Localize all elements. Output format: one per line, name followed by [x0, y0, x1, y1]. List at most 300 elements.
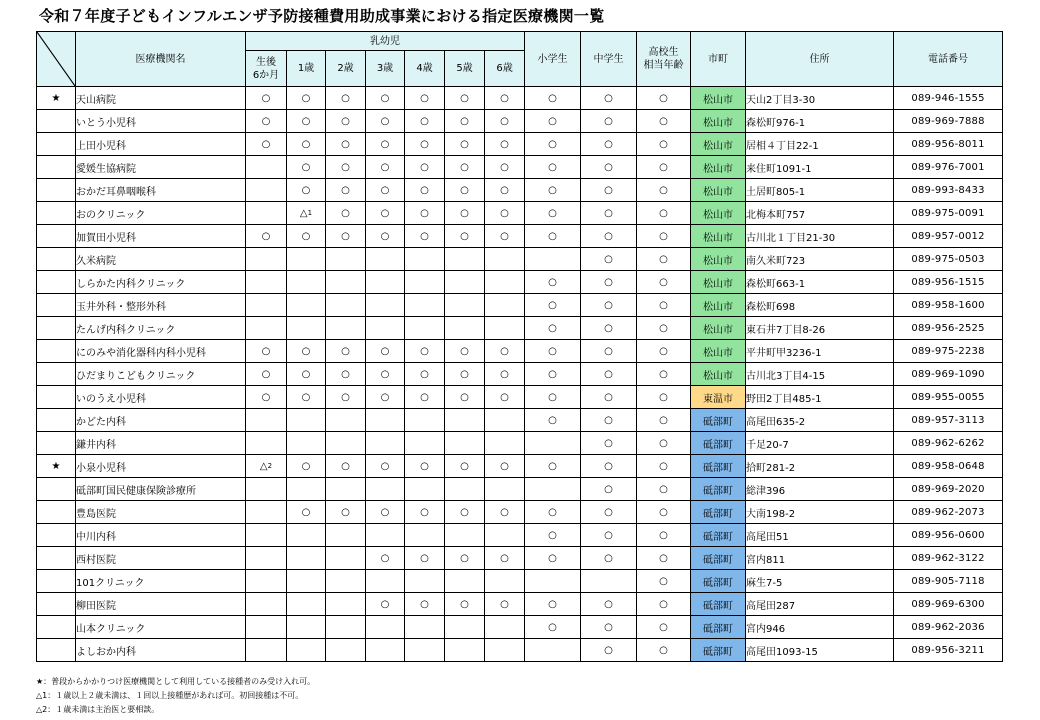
availability-mark — [366, 478, 405, 501]
availability-mark: ○ — [366, 133, 405, 156]
phone-cell: 089-956-1515 — [894, 271, 1003, 294]
availability-mark — [366, 639, 405, 662]
star-mark — [37, 133, 76, 156]
availability-mark: △1 — [287, 202, 326, 225]
availability-mark — [287, 409, 326, 432]
availability-mark — [326, 639, 366, 662]
availability-mark: ○ — [581, 133, 637, 156]
city-cell: 松山市 — [691, 110, 746, 133]
city-cell: 松山市 — [691, 340, 746, 363]
availability-mark: ○ — [525, 317, 581, 340]
availability-mark — [445, 271, 485, 294]
availability-mark — [445, 248, 485, 271]
institution-name: 愛媛生協病院 — [76, 156, 246, 179]
address-cell: 天山2丁目3-30 — [746, 87, 894, 110]
table-row — [37, 133, 1003, 156]
table-row — [37, 455, 1003, 478]
phone-cell: 089-969-6300 — [894, 593, 1003, 616]
availability-mark: ○ — [581, 593, 637, 616]
availability-mark: ○ — [405, 133, 445, 156]
institution-name: 上田小児科 — [76, 133, 246, 156]
availability-mark: ○ — [445, 110, 485, 133]
city-cell: 松山市 — [691, 133, 746, 156]
availability-mark — [485, 432, 525, 455]
availability-mark — [246, 501, 287, 524]
star-mark — [37, 409, 76, 432]
availability-mark: ○ — [581, 87, 637, 110]
availability-mark — [246, 294, 287, 317]
institution-name: よしおか内科 — [76, 639, 246, 662]
availability-mark — [287, 317, 326, 340]
address-cell: 高尾田635-2 — [746, 409, 894, 432]
institution-name: しらかた内科クリニック — [76, 271, 246, 294]
star-mark — [37, 593, 76, 616]
availability-mark: ○ — [581, 271, 637, 294]
page-title: 令和７年度子どもインフルエンザ予防接種費用助成事業における指定医療機関一覧 — [39, 7, 605, 25]
city-cell: 東温市 — [691, 386, 746, 409]
availability-mark: ○ — [637, 156, 691, 179]
availability-mark: ○ — [637, 317, 691, 340]
availability-mark: ○ — [637, 340, 691, 363]
address-cell: 居相４丁目22-1 — [746, 133, 894, 156]
availability-mark — [405, 432, 445, 455]
availability-mark — [445, 317, 485, 340]
availability-mark — [405, 616, 445, 639]
availability-mark: ○ — [581, 432, 637, 455]
availability-mark: ○ — [326, 133, 366, 156]
phone-cell: 089-993-8433 — [894, 179, 1003, 202]
availability-mark: ○ — [326, 110, 366, 133]
availability-mark: ○ — [287, 386, 326, 409]
institution-name: ひだまりこどもクリニック — [76, 363, 246, 386]
availability-mark: ○ — [445, 547, 485, 570]
availability-mark — [525, 478, 581, 501]
availability-mark: ○ — [637, 501, 691, 524]
address-cell: 総津396 — [746, 478, 894, 501]
address-cell: 東石井7丁目8-26 — [746, 317, 894, 340]
availability-mark: ○ — [326, 363, 366, 386]
availability-mark — [366, 271, 405, 294]
availability-mark: ○ — [405, 179, 445, 202]
availability-mark — [246, 409, 287, 432]
availability-mark: ○ — [525, 340, 581, 363]
availability-mark: ○ — [485, 156, 525, 179]
availability-mark: ○ — [366, 110, 405, 133]
phone-cell: 089-956-8011 — [894, 133, 1003, 156]
availability-mark: ○ — [287, 363, 326, 386]
footnote-triangle-1: △1：１歳以上２歳未満は、１回以上接種歴があれば可。初回接種は不可。 — [36, 691, 304, 700]
availability-mark — [485, 271, 525, 294]
header-age-0: 生後 6か月 — [246, 51, 287, 87]
availability-mark — [246, 248, 287, 271]
address-cell: 野田2丁目485-1 — [746, 386, 894, 409]
availability-mark: ○ — [485, 202, 525, 225]
table-row — [37, 317, 1003, 340]
availability-mark: ○ — [581, 202, 637, 225]
availability-mark — [326, 409, 366, 432]
city-cell: 砥部町 — [691, 570, 746, 593]
phone-cell: 089-956-0600 — [894, 524, 1003, 547]
availability-mark — [485, 248, 525, 271]
availability-mark — [485, 478, 525, 501]
table-row — [37, 409, 1003, 432]
availability-mark — [525, 570, 581, 593]
availability-mark: ○ — [326, 156, 366, 179]
star-mark — [37, 317, 76, 340]
availability-mark: ○ — [637, 616, 691, 639]
availability-mark: ○ — [405, 156, 445, 179]
availability-mark: ○ — [637, 87, 691, 110]
availability-mark — [326, 593, 366, 616]
availability-mark — [246, 593, 287, 616]
star-mark: ★ — [37, 87, 76, 110]
star-mark — [37, 478, 76, 501]
availability-mark: ○ — [485, 179, 525, 202]
address-cell: 高尾田51 — [746, 524, 894, 547]
availability-mark — [445, 478, 485, 501]
availability-mark — [326, 570, 366, 593]
availability-mark — [246, 179, 287, 202]
availability-mark — [326, 432, 366, 455]
availability-mark — [405, 409, 445, 432]
availability-mark: ○ — [366, 547, 405, 570]
header-corner-cell — [37, 32, 76, 87]
address-cell: 古川北１丁目21-30 — [746, 225, 894, 248]
availability-mark: ○ — [525, 524, 581, 547]
availability-mark: ○ — [581, 455, 637, 478]
table-row — [37, 616, 1003, 639]
institution-name: 豊島医院 — [76, 501, 246, 524]
city-cell: 砥部町 — [691, 524, 746, 547]
header-age-5: 5歳 — [445, 51, 485, 87]
availability-mark: ○ — [637, 547, 691, 570]
availability-mark — [366, 409, 405, 432]
availability-mark: ○ — [326, 340, 366, 363]
availability-mark — [326, 248, 366, 271]
institution-name: にのみや消化器科内科小児科 — [76, 340, 246, 363]
availability-mark: ○ — [405, 593, 445, 616]
availability-mark: ○ — [246, 87, 287, 110]
availability-mark — [525, 432, 581, 455]
star-mark — [37, 616, 76, 639]
availability-mark — [287, 248, 326, 271]
phone-cell: 089-958-1600 — [894, 294, 1003, 317]
availability-mark — [287, 547, 326, 570]
availability-mark — [326, 478, 366, 501]
address-cell: 来住町1091-1 — [746, 156, 894, 179]
availability-mark: ○ — [581, 156, 637, 179]
phone-cell: 089-955-0055 — [894, 386, 1003, 409]
availability-mark: ○ — [287, 156, 326, 179]
availability-mark: ○ — [581, 248, 637, 271]
availability-mark: ○ — [366, 340, 405, 363]
city-cell: 松山市 — [691, 271, 746, 294]
availability-mark: ○ — [287, 179, 326, 202]
availability-mark — [405, 639, 445, 662]
availability-mark: ○ — [287, 133, 326, 156]
availability-mark: ○ — [405, 202, 445, 225]
availability-mark: ○ — [405, 455, 445, 478]
availability-mark — [246, 432, 287, 455]
availability-mark — [246, 570, 287, 593]
availability-mark: ○ — [485, 110, 525, 133]
table-row — [37, 570, 1003, 593]
availability-mark: ○ — [326, 179, 366, 202]
availability-mark — [485, 616, 525, 639]
phone-cell: 089-975-2238 — [894, 340, 1003, 363]
footnotes — [36, 675, 315, 717]
institution-name: 玉井外科・整形外科 — [76, 294, 246, 317]
availability-mark — [246, 478, 287, 501]
availability-mark: ○ — [287, 501, 326, 524]
city-cell: 砥部町 — [691, 593, 746, 616]
table-row — [37, 432, 1003, 455]
availability-mark — [287, 593, 326, 616]
table-row — [37, 225, 1003, 248]
availability-mark — [485, 524, 525, 547]
city-cell: 松山市 — [691, 202, 746, 225]
phone-cell: 089-975-0091 — [894, 202, 1003, 225]
star-mark — [37, 271, 76, 294]
header-age-3: 3歳 — [366, 51, 405, 87]
availability-mark: ○ — [366, 455, 405, 478]
availability-mark: ○ — [445, 593, 485, 616]
availability-mark: ○ — [525, 593, 581, 616]
availability-mark — [246, 271, 287, 294]
address-cell: 拾町281-2 — [746, 455, 894, 478]
address-cell: 森松町698 — [746, 294, 894, 317]
availability-mark: ○ — [485, 363, 525, 386]
institution-name: 中川内科 — [76, 524, 246, 547]
address-cell: 宮内946 — [746, 616, 894, 639]
availability-mark: ○ — [485, 386, 525, 409]
availability-mark: ○ — [637, 570, 691, 593]
availability-mark: ○ — [326, 455, 366, 478]
availability-mark — [405, 478, 445, 501]
phone-cell: 089-956-2525 — [894, 317, 1003, 340]
table-row — [37, 87, 1003, 110]
availability-mark: ○ — [525, 271, 581, 294]
availability-mark — [405, 524, 445, 547]
availability-mark: ○ — [366, 501, 405, 524]
table-row — [37, 478, 1003, 501]
address-cell: 宮内811 — [746, 547, 894, 570]
availability-mark — [326, 616, 366, 639]
phone-cell: 089-957-0012 — [894, 225, 1003, 248]
phone-cell: 089-962-2073 — [894, 501, 1003, 524]
availability-mark: ○ — [326, 202, 366, 225]
header-name: 医療機関名 — [76, 32, 246, 87]
city-cell: 砥部町 — [691, 455, 746, 478]
table-row — [37, 524, 1003, 547]
table-row — [37, 271, 1003, 294]
availability-mark — [246, 616, 287, 639]
phone-cell: 089-962-6262 — [894, 432, 1003, 455]
availability-mark — [445, 570, 485, 593]
address-cell: 森松町663-1 — [746, 271, 894, 294]
header-infant: 乳幼児 — [246, 32, 525, 51]
availability-mark: ○ — [581, 340, 637, 363]
table-row — [37, 363, 1003, 386]
availability-mark: ○ — [246, 386, 287, 409]
availability-mark: ○ — [405, 225, 445, 248]
availability-mark: ○ — [581, 547, 637, 570]
star-mark — [37, 524, 76, 547]
star-mark — [37, 225, 76, 248]
address-cell: 高尾田287 — [746, 593, 894, 616]
availability-mark: ○ — [525, 294, 581, 317]
availability-mark: ○ — [366, 225, 405, 248]
address-cell: 千足20-7 — [746, 432, 894, 455]
availability-mark: ○ — [525, 455, 581, 478]
availability-mark — [287, 570, 326, 593]
availability-mark — [485, 409, 525, 432]
availability-mark — [366, 317, 405, 340]
availability-mark — [366, 432, 405, 455]
table-row — [37, 110, 1003, 133]
availability-mark — [525, 639, 581, 662]
availability-mark: ○ — [581, 409, 637, 432]
availability-mark — [485, 317, 525, 340]
address-cell: 麻生7-5 — [746, 570, 894, 593]
availability-mark: ○ — [405, 363, 445, 386]
availability-mark — [326, 547, 366, 570]
table-row — [37, 179, 1003, 202]
header-city: 市町 — [691, 32, 746, 87]
address-cell: 土居町805-1 — [746, 179, 894, 202]
availability-mark — [445, 524, 485, 547]
availability-mark: ○ — [445, 156, 485, 179]
city-cell: 松山市 — [691, 179, 746, 202]
availability-mark: ○ — [366, 593, 405, 616]
availability-mark: ○ — [366, 156, 405, 179]
availability-mark — [246, 156, 287, 179]
availability-mark: ○ — [581, 639, 637, 662]
availability-mark: ○ — [366, 363, 405, 386]
availability-mark: ○ — [637, 294, 691, 317]
star-mark — [37, 248, 76, 271]
diagonal-line — [37, 32, 75, 86]
table-row — [37, 593, 1003, 616]
availability-mark: ○ — [485, 593, 525, 616]
availability-mark — [287, 616, 326, 639]
availability-mark — [366, 294, 405, 317]
institution-name: 101クリニック — [76, 570, 246, 593]
institution-name: 砥部町国民健康保険診療所 — [76, 478, 246, 501]
star-mark — [37, 202, 76, 225]
header-junior-high: 中学生 — [581, 32, 637, 87]
availability-mark — [405, 271, 445, 294]
header-address: 住所 — [746, 32, 894, 87]
phone-cell: 089-957-3113 — [894, 409, 1003, 432]
phone-cell: 089-962-2036 — [894, 616, 1003, 639]
availability-mark — [246, 202, 287, 225]
availability-mark: ○ — [246, 110, 287, 133]
availability-mark: ○ — [405, 547, 445, 570]
availability-mark: ○ — [287, 455, 326, 478]
availability-mark: ○ — [405, 87, 445, 110]
availability-mark: ○ — [366, 87, 405, 110]
star-mark — [37, 363, 76, 386]
availability-mark — [287, 478, 326, 501]
availability-mark: ○ — [405, 501, 445, 524]
availability-mark: ○ — [637, 363, 691, 386]
availability-mark — [405, 294, 445, 317]
header-high-school: 高校生 相当年齢 — [637, 32, 691, 87]
city-cell: 松山市 — [691, 225, 746, 248]
availability-mark: ○ — [637, 271, 691, 294]
availability-mark — [287, 524, 326, 547]
availability-mark: ○ — [637, 248, 691, 271]
institution-name: 小泉小児科 — [76, 455, 246, 478]
city-cell: 砥部町 — [691, 478, 746, 501]
availability-mark: ○ — [525, 547, 581, 570]
footnote-triangle-2: △2：１歳未満は主治医と要相談。 — [36, 705, 160, 714]
availability-mark — [405, 248, 445, 271]
institution-name: 西村医院 — [76, 547, 246, 570]
availability-mark: ○ — [525, 501, 581, 524]
availability-mark: ○ — [637, 179, 691, 202]
availability-mark: ○ — [405, 110, 445, 133]
availability-mark: ○ — [525, 179, 581, 202]
availability-mark: ○ — [326, 225, 366, 248]
availability-mark — [287, 271, 326, 294]
availability-mark: ○ — [581, 501, 637, 524]
availability-mark: ○ — [637, 478, 691, 501]
phone-cell: 089-958-0648 — [894, 455, 1003, 478]
table-row — [37, 501, 1003, 524]
availability-mark: ○ — [525, 156, 581, 179]
header-phone: 電話番号 — [894, 32, 1003, 87]
institution-name: 鎌井内科 — [76, 432, 246, 455]
availability-mark: ○ — [246, 225, 287, 248]
availability-mark — [485, 639, 525, 662]
institution-name: かどた内科 — [76, 409, 246, 432]
star-mark — [37, 547, 76, 570]
star-mark — [37, 639, 76, 662]
table-row — [37, 294, 1003, 317]
availability-mark — [287, 294, 326, 317]
availability-mark — [405, 317, 445, 340]
table-row — [37, 639, 1003, 662]
star-mark: ★ — [37, 455, 76, 478]
header-age-2: 2歳 — [326, 51, 366, 87]
availability-mark — [405, 570, 445, 593]
institution-name: 久米病院 — [76, 248, 246, 271]
institution-name: 山本クリニック — [76, 616, 246, 639]
star-mark — [37, 110, 76, 133]
availability-mark: ○ — [445, 363, 485, 386]
institution-name: たんげ内科クリニック — [76, 317, 246, 340]
availability-mark — [525, 248, 581, 271]
phone-cell: 089-905-7118 — [894, 570, 1003, 593]
availability-mark — [485, 570, 525, 593]
availability-mark: ○ — [581, 478, 637, 501]
availability-mark: ○ — [405, 386, 445, 409]
availability-mark: ○ — [581, 179, 637, 202]
availability-mark: ○ — [581, 294, 637, 317]
institution-name: 加賀田小児科 — [76, 225, 246, 248]
availability-mark — [445, 616, 485, 639]
phone-cell: 089-956-3211 — [894, 639, 1003, 662]
availability-mark: ○ — [637, 455, 691, 478]
availability-mark: ○ — [637, 432, 691, 455]
star-mark — [37, 156, 76, 179]
institution-name: いとう小児科 — [76, 110, 246, 133]
availability-mark — [326, 271, 366, 294]
star-mark — [37, 432, 76, 455]
footnote-star: ★：普段からかかりつけ医療機関として利用している接種者のみ受け入れ可。 — [36, 677, 316, 686]
